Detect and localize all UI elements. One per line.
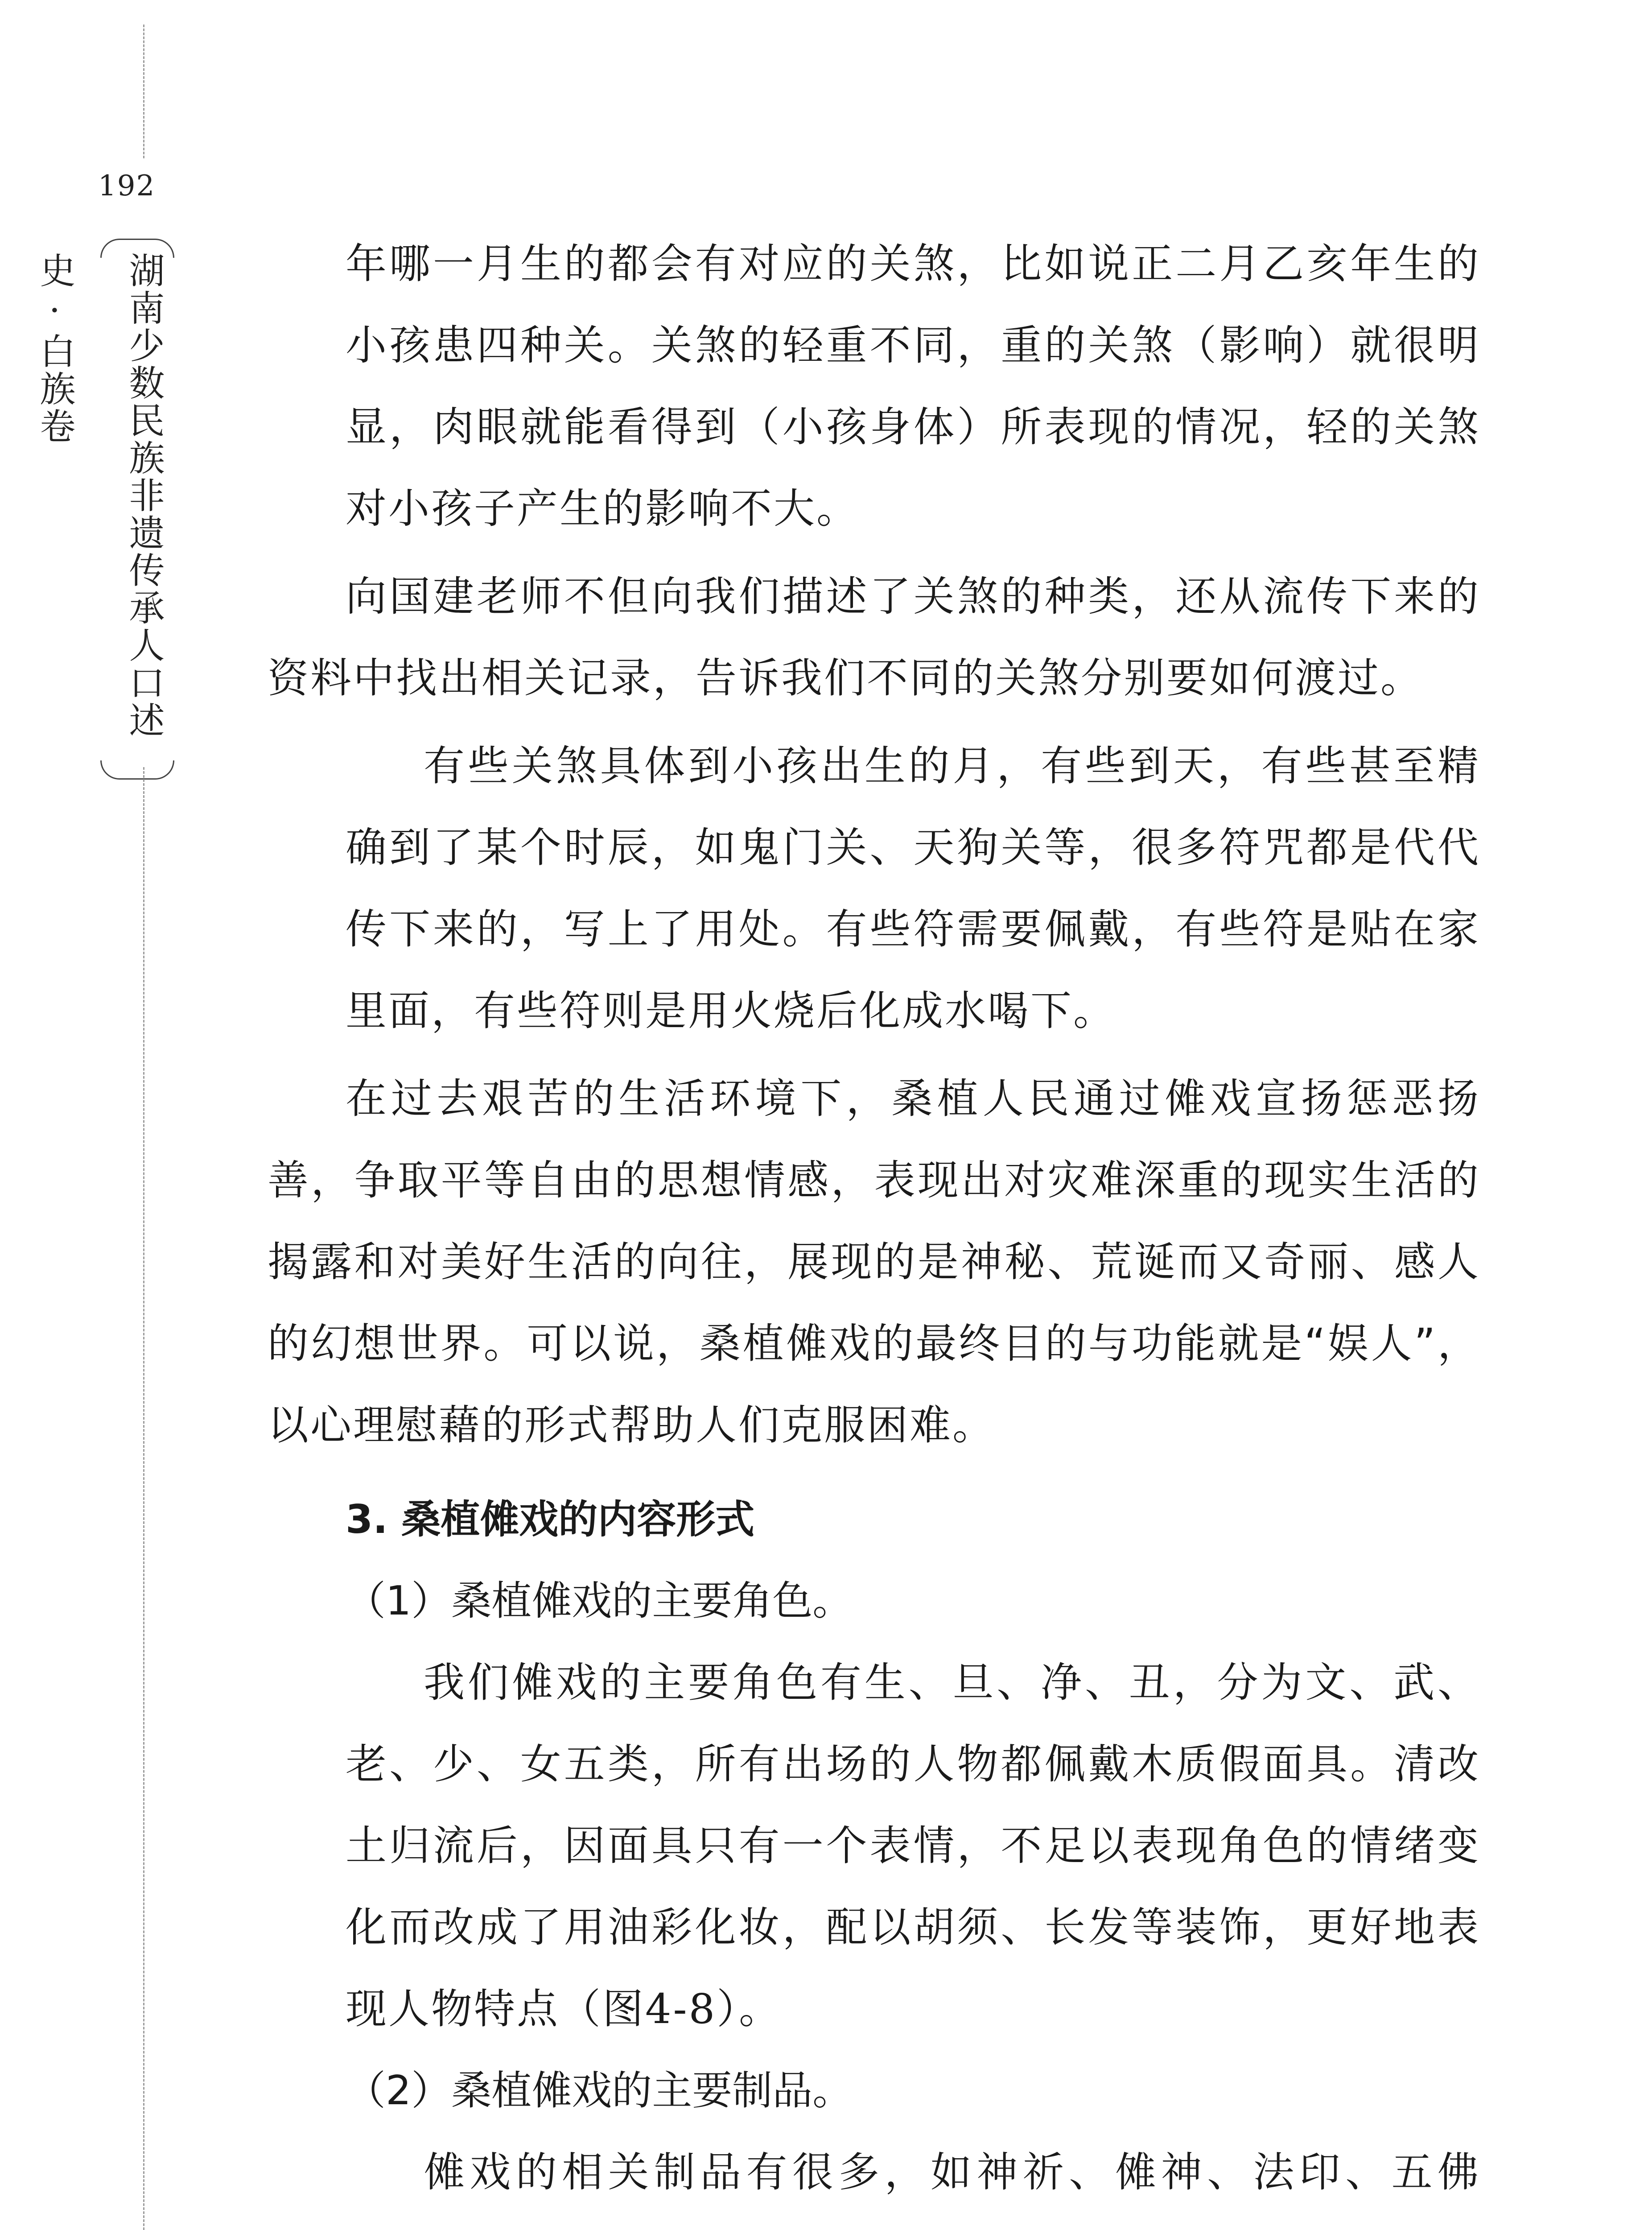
running-title: 湖南少数民族非遗传承人口述史·白族卷	[34, 252, 165, 739]
page-number: 192	[98, 169, 156, 202]
quote-paragraph-1: 年哪一月生的都会有对应的关煞，比如说正二月乙亥年生的小孩患四种关。关煞的轻重不同，重的关煞（影响）就很明显，肉眼就能看得到（小孩身体）所表现的情况，轻的关煞对小孩子产生的影响不大。	[346, 240, 1480, 533]
subheading-products: （2）桑植傩戏的主要制品。	[346, 2067, 853, 2114]
quote-paragraph-2: 有些关煞具体到小孩出生的月，有些到天，有些甚至精确到了某个时辰，如鬼门关、天狗关等，很多符咒都是代代传下来的，写上了用处。有些符需要佩戴，有些符是贴在家里面，有些符则是用火烧后化成水喝下。	[346, 742, 1480, 1035]
margin-rule-bottom	[143, 767, 144, 2230]
running-title-bracket-bottom	[100, 760, 174, 780]
page-content	[268, 223, 1480, 2230]
subheading-roles: （1）桑植傩戏的主要角色。	[346, 1578, 853, 1624]
body-paragraph-1: 向国建老师不但向我们描述了关煞的种类，还从流传下来的资料中找出相关记录，告诉我们不同的关煞分别要如何渡过。	[268, 573, 1480, 702]
margin-rule-top	[143, 25, 144, 158]
body-paragraph-2: 在过去艰苦的生活环境下，桑植人民通过傩戏宣扬惩恶扬善，争取平等自由的思想情感，表现出对灾难深重的现实生活的揭露和对美好生活的向往，展现的是神秘、荒诞而又奇丽、感人的幻想世界。可以说，桑植傩戏的最终目的与功能就是“娱人”，以心理慰藉的形式帮助人们克服困难。	[268, 1075, 1480, 1449]
section-heading: 3. 桑植傩戏的内容形式	[346, 1496, 755, 1542]
products-paragraph-1: 傩戏的相关制品有很多，如神祈、傩神、法印、五佛	[424, 2148, 1480, 2196]
roles-paragraph: 我们傩戏的主要角色有生、旦、净、丑，分为文、武、老、少、女五类，所有出场的人物都佩戴木质假面具。清改土归流后，因面具只有一个表情，不足以表现角色的情绪变化而改成了用油彩化妆，配以胡须、长发等装饰，更好地表现人物特点（图4-8）。	[346, 1659, 1480, 2033]
